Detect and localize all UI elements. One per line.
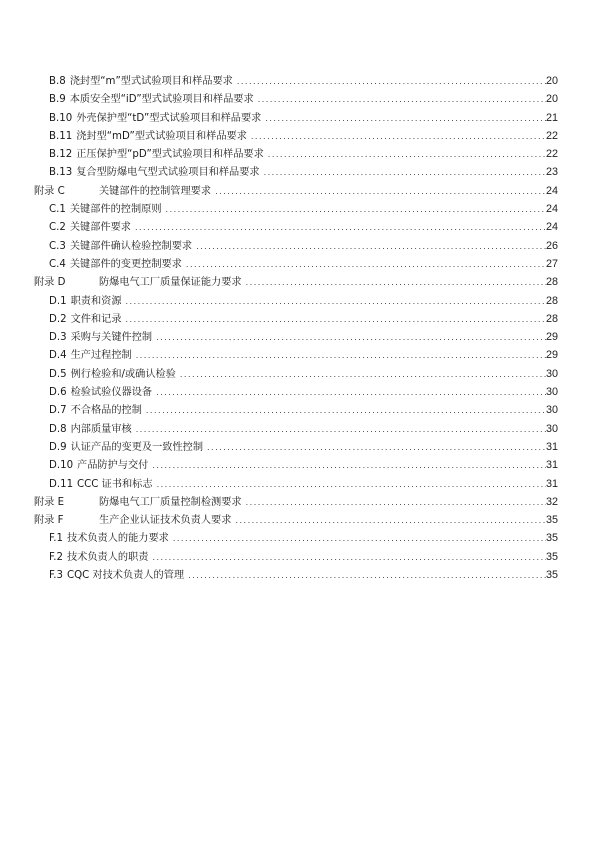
toc-page-number: 23 <box>545 166 558 179</box>
toc-entry-title: 技术负责人的能力要求 <box>66 533 169 545</box>
dot-leader <box>171 530 546 548</box>
toc-page-number: 35 <box>545 550 558 563</box>
toc-entry[interactable] <box>0 420 595 438</box>
toc-entry-title: 关键部件要求 <box>69 222 131 234</box>
toc-page-number: 30 <box>545 404 558 417</box>
toc-entry-title: 浇封型“mD”型式试验项目和样品要求 <box>76 130 247 142</box>
toc-page-number: 32 <box>545 495 558 508</box>
toc-entry-label <box>49 567 186 585</box>
toc-page-number: 27 <box>545 257 558 270</box>
toc-page-number: 21 <box>545 111 558 124</box>
toc-entry[interactable] <box>0 475 595 493</box>
toc-entry-title: 生产过程控制 <box>70 350 132 362</box>
dot-leader <box>263 110 546 128</box>
toc-entry-number: F.1 <box>49 533 63 545</box>
table-of-contents <box>0 72 595 584</box>
toc-entry-label <box>49 329 154 347</box>
dot-leader <box>134 421 546 439</box>
dot-leader <box>186 567 546 585</box>
toc-entry-number: D.11 <box>49 478 74 490</box>
toc-entry-number: D.6 <box>49 387 67 399</box>
dot-leader <box>154 329 546 347</box>
toc-entry-line <box>49 255 558 273</box>
toc-entry-line <box>49 566 558 584</box>
toc-entry-line <box>49 529 558 547</box>
toc-entry-label <box>49 238 194 256</box>
toc-entry-label <box>34 183 213 201</box>
toc-entry-line <box>49 456 558 474</box>
toc-entry-title: 正压保护型“pD”型式试验项目和样品要求 <box>76 149 264 161</box>
dot-leader <box>266 146 546 164</box>
toc-page-number: 29 <box>545 349 558 362</box>
toc-entry-number: F.2 <box>49 551 63 563</box>
toc-entry[interactable] <box>0 328 595 346</box>
toc-page-number: 24 <box>545 184 558 197</box>
toc-page-number: 20 <box>545 93 558 106</box>
toc-entry-label <box>49 311 124 329</box>
toc-entry-line <box>49 401 558 419</box>
toc-entry-number: C.1 <box>49 204 66 216</box>
toc-entry-title: 内部质量审核 <box>70 423 132 435</box>
toc-entry-label <box>49 164 262 182</box>
toc-entry-title: 防爆电气工厂质量保证能力要求 <box>99 277 242 289</box>
dot-leader <box>205 439 546 457</box>
toc-entry-label <box>49 402 144 420</box>
toc-entry[interactable] <box>0 218 595 236</box>
toc-page-number: 35 <box>545 569 558 582</box>
toc-page-number: 31 <box>545 459 558 472</box>
dot-leader <box>164 201 546 219</box>
toc-entry-label <box>49 421 134 439</box>
toc-entry-label <box>49 457 150 475</box>
dot-leader <box>256 91 546 109</box>
toc-entry-label <box>34 274 244 292</box>
toc-entry-number: C.4 <box>49 258 66 270</box>
toc-page-number: 35 <box>545 532 558 545</box>
toc-entry-line <box>49 310 558 328</box>
toc-entry-line <box>49 383 558 401</box>
dot-leader <box>133 219 546 237</box>
dot-leader <box>184 256 546 274</box>
toc-page-number: 22 <box>545 148 558 161</box>
toc-entry-line <box>49 145 558 163</box>
toc-entry-line <box>34 493 558 511</box>
toc-entry-line <box>49 365 558 383</box>
toc-entry[interactable] <box>0 346 595 364</box>
toc-entry-number: D.9 <box>49 441 67 453</box>
toc-entry-number: D.1 <box>49 295 67 307</box>
toc-entry-title: 关键部件的变更控制要求 <box>69 258 182 270</box>
toc-entry-title: 认证产品的变更及一致性控制 <box>70 441 204 453</box>
toc-entry[interactable] <box>0 237 595 255</box>
toc-entry-line <box>49 218 558 236</box>
toc-entry-title: 采购与关键件控制 <box>70 332 153 344</box>
toc-entry-title: 技术负责人的职责 <box>66 551 149 563</box>
toc-page-number: 30 <box>545 367 558 380</box>
toc-entry[interactable] <box>0 292 595 310</box>
toc-entry-title: 检验试验仪器设备 <box>70 387 153 399</box>
toc-entry-label <box>49 256 184 274</box>
toc-entry-label <box>49 146 266 164</box>
toc-entry-title: 例行检验和/或确认检验 <box>70 368 176 380</box>
dot-leader <box>150 549 546 567</box>
toc-page-number: 26 <box>545 239 558 252</box>
toc-entry-number: B.8 <box>49 76 66 87</box>
toc-entry-title: 职责和资源 <box>70 295 122 307</box>
toc-appendix-entry[interactable] <box>0 273 595 291</box>
toc-entry-title: 外壳保护型“tD”型式试验项目和样品要求 <box>76 112 262 124</box>
toc-entry-number: D.2 <box>49 313 67 325</box>
toc-entry[interactable] <box>0 127 595 145</box>
toc-entry[interactable] <box>0 566 595 584</box>
toc-entry-label <box>49 366 178 384</box>
toc-entry-line <box>49 163 558 181</box>
toc-entry-line <box>49 346 558 364</box>
toc-entry-label <box>49 219 133 237</box>
dot-leader <box>134 347 546 365</box>
toc-entry-label <box>49 91 256 109</box>
toc-entry-label <box>49 347 134 365</box>
toc-entry-label <box>49 110 263 128</box>
toc-entry-number: B.13 <box>49 167 73 179</box>
toc-page-number: 24 <box>545 203 558 216</box>
toc-entry-title: 生产企业认证技术负责人要求 <box>99 515 232 527</box>
toc-entry-line <box>49 328 558 346</box>
toc-entry-title: 浇封型“m”型式试验项目和样品要求 <box>69 76 233 87</box>
toc-entry-line <box>49 72 558 90</box>
toc-entry-label <box>49 476 155 494</box>
toc-entry[interactable] <box>0 310 595 328</box>
toc-entry-label <box>49 549 150 567</box>
toc-entry-title: CQC 对技术负责人的管理 <box>66 570 185 582</box>
dot-leader <box>244 494 546 512</box>
toc-page-number: 30 <box>545 422 558 435</box>
toc-entry[interactable] <box>0 200 595 218</box>
toc-entry-line <box>34 511 558 529</box>
dot-leader <box>194 238 546 256</box>
toc-entry-line <box>49 237 558 255</box>
toc-entry-number: D.5 <box>49 368 67 380</box>
toc-entry-number: C.2 <box>49 222 66 234</box>
dot-leader <box>178 366 546 384</box>
toc-entry[interactable] <box>0 383 595 401</box>
toc-entry-line <box>49 548 558 566</box>
toc-entry-number: D.4 <box>49 350 67 362</box>
toc-entry-title: 关键部件的控制原则 <box>69 204 162 216</box>
dot-leader <box>213 183 546 201</box>
toc-entry-number: B.12 <box>49 149 73 161</box>
toc-entry-line <box>34 273 558 291</box>
toc-entry-title: 防爆电气工厂质量控制检测要求 <box>99 496 242 508</box>
toc-entry-line <box>49 292 558 310</box>
toc-entry-label <box>49 530 171 548</box>
toc-entry-label <box>49 128 249 146</box>
toc-appendix-entry[interactable] <box>0 511 595 529</box>
toc-entry-label <box>34 494 244 512</box>
toc-entry[interactable] <box>0 163 595 181</box>
dot-leader <box>124 311 546 329</box>
toc-entry-line <box>49 438 558 456</box>
toc-entry-label <box>34 512 233 530</box>
toc-entry-title: CCC 证书和标志 <box>77 478 153 490</box>
toc-entry-label <box>49 293 124 311</box>
toc-entry-line <box>49 420 558 438</box>
toc-entry-number: D.8 <box>49 423 67 435</box>
toc-entry-label <box>49 439 205 457</box>
toc-entry-label <box>49 384 154 402</box>
toc-entry-title: 关键部件确认检验控制要求 <box>69 240 193 252</box>
toc-entry-number: C.3 <box>49 240 66 252</box>
toc-entry-number: D.10 <box>49 460 74 472</box>
toc-entry-title: 本质安全型“iD”型式试验项目和样品要求 <box>69 94 254 106</box>
toc-entry-number: 附录 E <box>34 496 65 508</box>
dot-leader <box>244 274 546 292</box>
toc-entry-number: B.11 <box>49 130 73 142</box>
toc-appendix-entry[interactable] <box>0 493 595 511</box>
toc-entry[interactable] <box>0 548 595 566</box>
toc-page-number: 28 <box>545 276 558 289</box>
toc-page-number: 31 <box>545 477 558 490</box>
toc-entry-label <box>49 73 235 91</box>
toc-entry-number: F.3 <box>49 570 63 582</box>
dot-leader <box>124 293 546 311</box>
dot-leader <box>150 457 546 475</box>
toc-entry-title: 不合格品的控制 <box>70 405 142 417</box>
toc-entry-number: 附录 F <box>34 515 64 527</box>
dot-leader <box>249 128 546 146</box>
toc-entry-line <box>49 109 558 127</box>
toc-entry[interactable] <box>0 438 595 456</box>
toc-entry-line <box>49 475 558 493</box>
toc-entry-number: D.3 <box>49 332 67 344</box>
toc-entry[interactable] <box>0 365 595 383</box>
toc-entry[interactable] <box>0 456 595 474</box>
toc-entry[interactable] <box>0 90 595 108</box>
toc-entry-line <box>49 200 558 218</box>
toc-entry-line <box>49 127 558 145</box>
toc-entry-line <box>34 182 558 200</box>
toc-entry-number: B.10 <box>49 112 73 124</box>
toc-entry-number: 附录 C <box>34 185 65 197</box>
dot-leader <box>262 164 546 182</box>
toc-entry-title: 文件和记录 <box>70 313 122 325</box>
toc-page-number: 30 <box>545 386 558 399</box>
toc-page-number: 35 <box>545 514 558 527</box>
dot-leader <box>144 402 546 420</box>
toc-page-number: 28 <box>545 294 558 307</box>
toc-page-number: 22 <box>545 129 558 142</box>
dot-leader <box>154 384 546 402</box>
toc-entry-title: 关键部件的控制管理要求 <box>99 185 212 197</box>
toc-entry-title: 复合型防爆电气型式试验项目和样品要求 <box>76 167 260 179</box>
toc-entry-number: B.9 <box>49 94 66 106</box>
toc-page-number: 24 <box>545 221 558 234</box>
toc-page-number: 29 <box>545 331 558 344</box>
toc-entry-number: 附录 D <box>34 277 66 289</box>
toc-page-number: 31 <box>545 440 558 453</box>
toc-entry[interactable] <box>0 401 595 419</box>
dot-leader <box>235 73 546 91</box>
toc-entry-line <box>49 90 558 108</box>
toc-entry[interactable] <box>0 529 595 547</box>
toc-entry-number: D.7 <box>49 405 67 417</box>
toc-entry[interactable] <box>0 109 595 127</box>
dot-leader <box>233 512 546 530</box>
toc-entry[interactable] <box>0 72 595 90</box>
dot-leader <box>155 476 546 494</box>
toc-entry[interactable] <box>0 255 595 273</box>
toc-entry-label <box>49 201 164 219</box>
toc-page-number: 20 <box>545 75 558 87</box>
toc-entry-title: 产品防护与交付 <box>77 460 149 472</box>
toc-appendix-entry[interactable] <box>0 182 595 200</box>
toc-page-number: 28 <box>545 312 558 325</box>
toc-entry[interactable] <box>0 145 595 163</box>
